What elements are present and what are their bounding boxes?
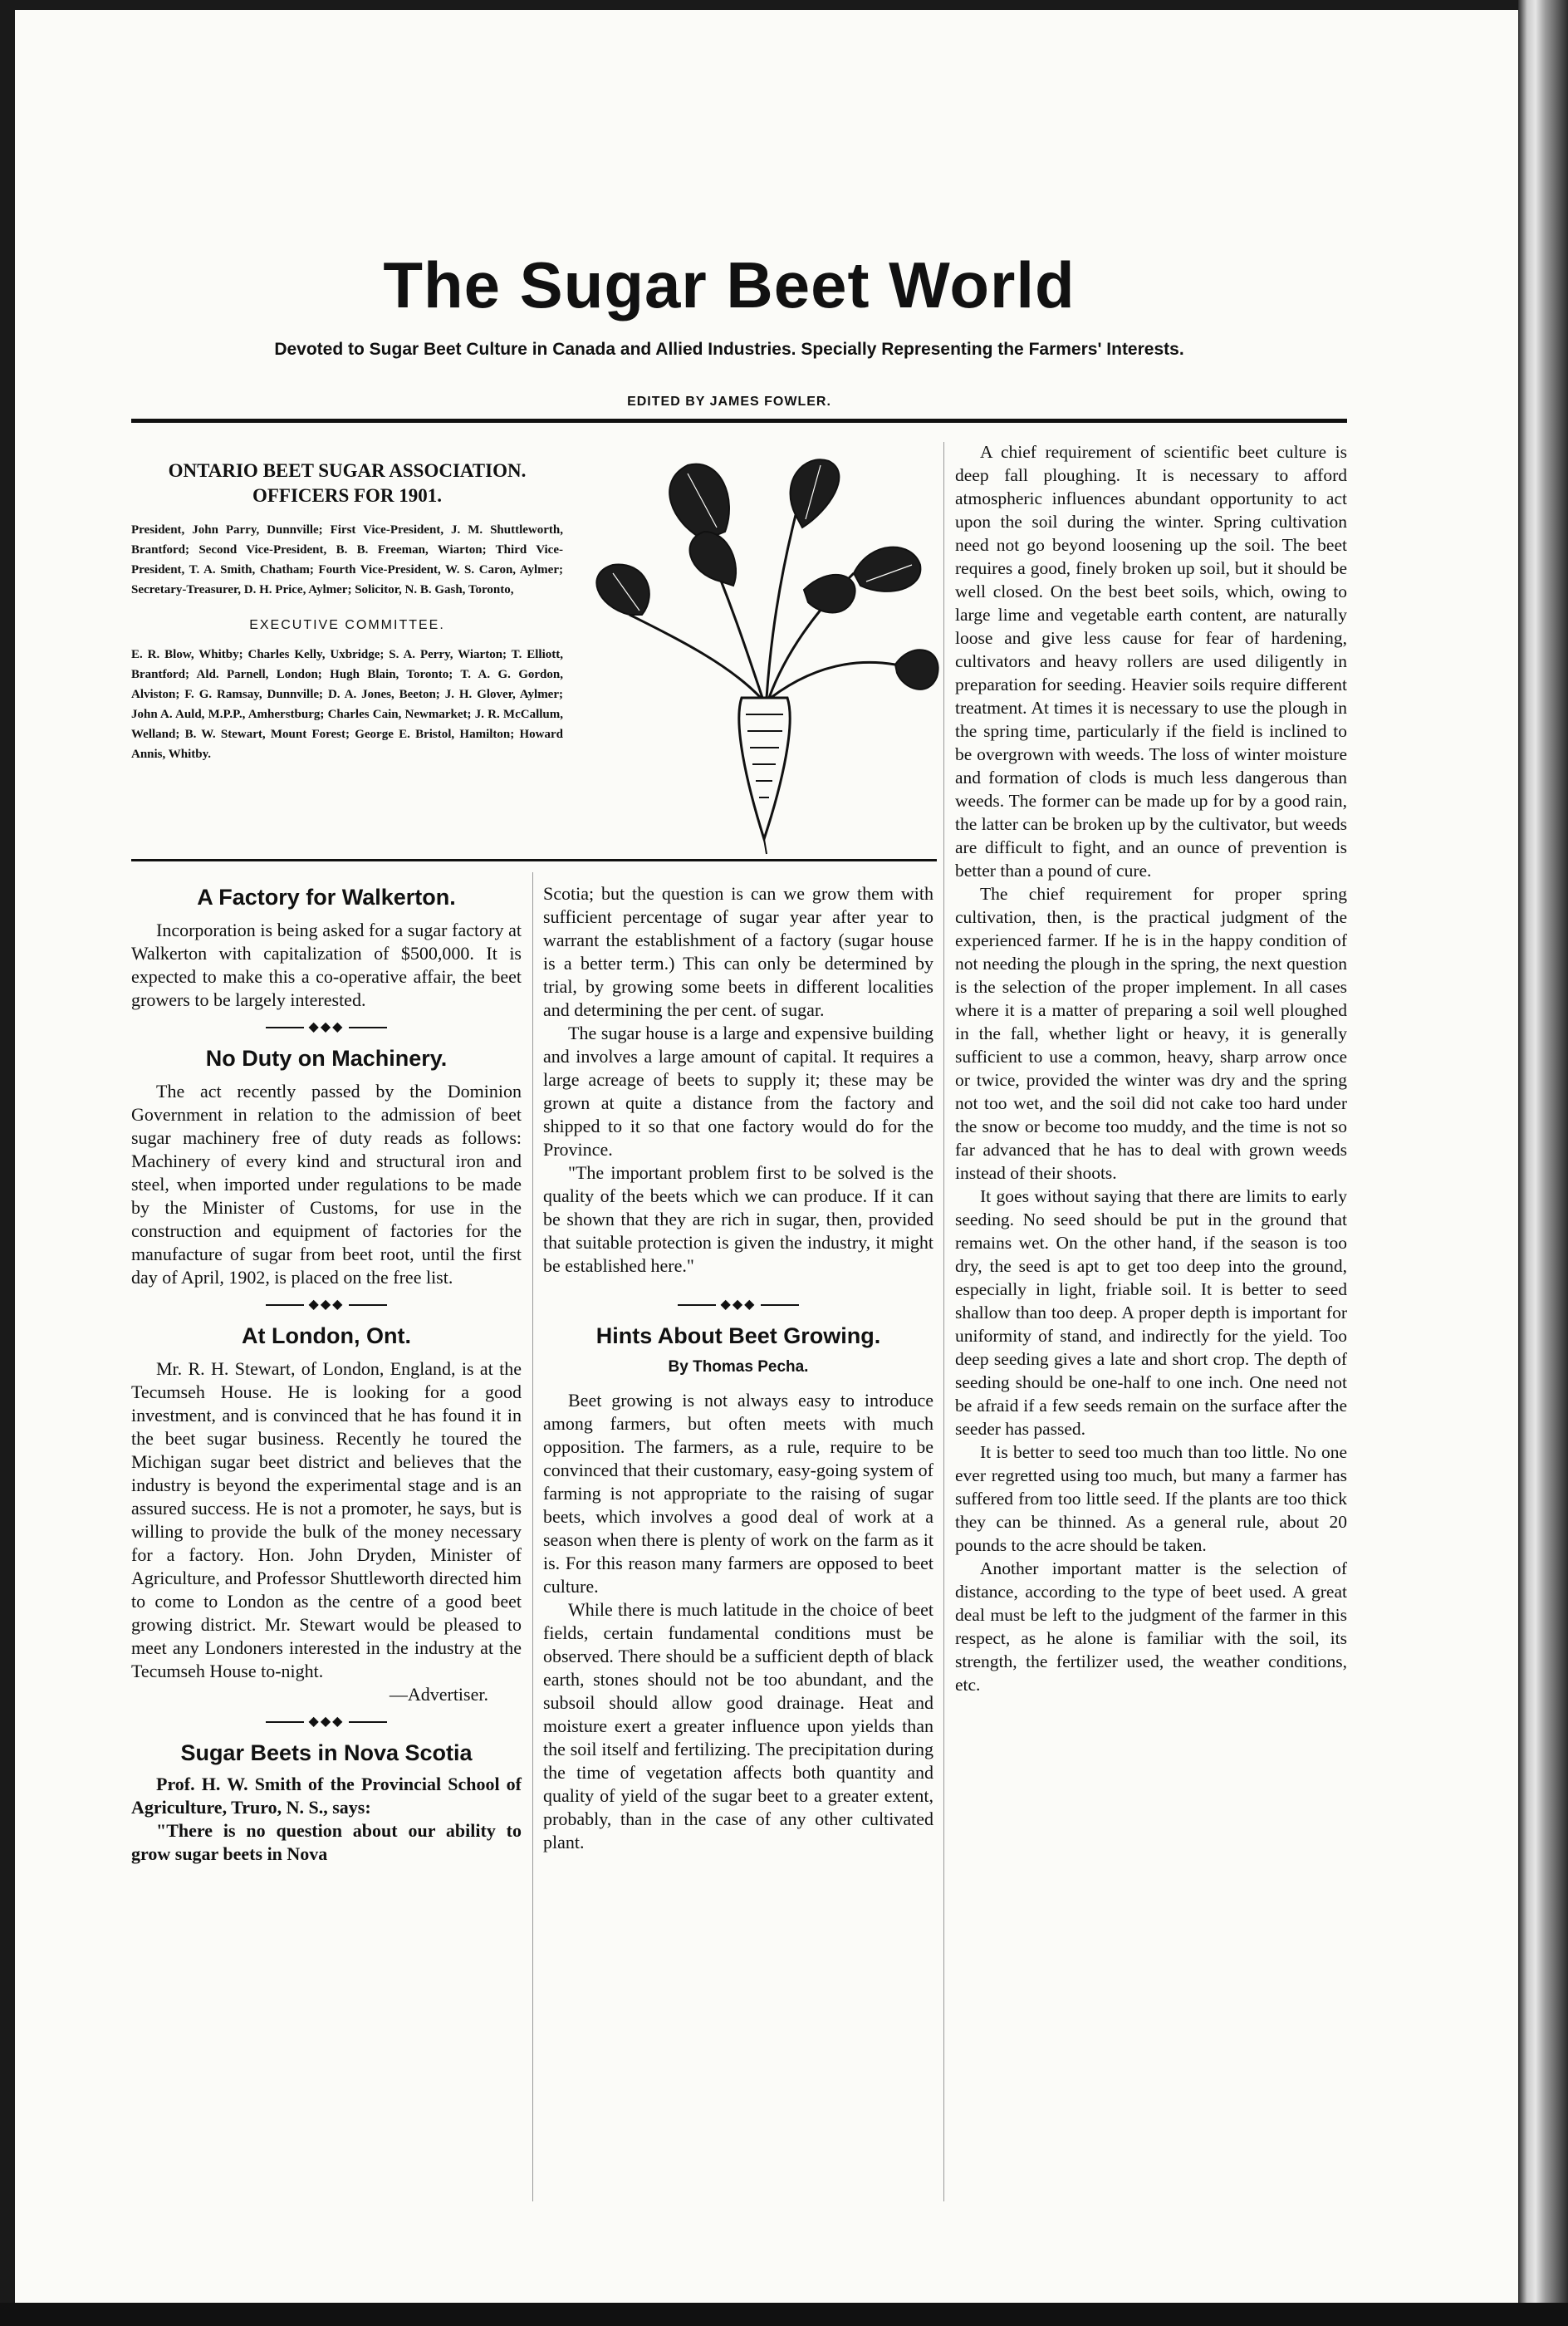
masthead-editor: EDITED BY JAMES FOWLER. bbox=[627, 395, 831, 409]
article-byline-hints: By Thomas Pecha. bbox=[668, 1358, 809, 1376]
association-title: ONTARIO BEET SUGAR ASSOCIATION. bbox=[168, 460, 527, 481]
masthead-subtitle: Devoted to Sugar Beet Culture in Canada and Allied Industries. Specially Representing the Farmers' Interests. bbox=[274, 340, 1184, 359]
article-separator: ◆◆◆ bbox=[131, 1018, 522, 1037]
column-2 bbox=[543, 882, 933, 1854]
article-separator: ◆◆◆ bbox=[131, 1296, 522, 1314]
association-box bbox=[131, 459, 563, 764]
article-separator: ◆◆◆ bbox=[543, 1296, 933, 1314]
sugar-beet-illustration bbox=[580, 449, 945, 856]
column-divider-2 bbox=[943, 442, 944, 2201]
section-rule bbox=[131, 859, 937, 861]
column-3 bbox=[955, 440, 1347, 1696]
association-officers: President, John Parry, Dunnville; First Vice-President, J. M. Shuttleworth, Brantford; Second Vice-President, B. B. Freeman, Wiarton; Third Vice-President, T. A. Smith, Chatham; Fourth Vice-President, W. S. Caron, Aylmer; Secretary-Treasurer, D. H. Price, Aylmer; Solicitor, N. B. Gash, Toronto, bbox=[131, 523, 563, 596]
hints-continued-1: A chief requirement of scientific beet culture is deep fall ploughing. It is necessary to afford atmospheric influences abundant opportunity to act upon the soil during the winter. Spring cultivation need not go beyond loosening up the soil. The beet requires a good, finely broken up soil, but it should be well closed. On the best beet soils, which, owing to large lime and vegetable earth content, are naturally loose and give less cause for fear of hardening, cultivators and heavy rollers are used diligently in preparation for seeding. Heavier soils require different treatment. At times it is necessary to use the plough in the spring time, particularly if the field is inclined to be overgrown with weeds. The loss of winter moisture and formation of clods is much less dangerous than weeds. The former can be made up for by a good rain, the latter can be broken up by the cultivator, but weeds are difficult to fight, and an ounce of prevention is better than a pound of cure. bbox=[955, 442, 1347, 881]
article-text-nova-scotia-quote: "There is no question about our ability to grow sugar beets in Nova bbox=[131, 1820, 522, 1864]
association-subtitle: OFFICERS FOR 1901. bbox=[252, 485, 443, 506]
article-title-nova-scotia: Sugar Beets in Nova Scotia bbox=[180, 1740, 473, 1765]
nova-scotia-continued-3: "The important problem first to be solved is the quality of the beets which we can produce. If it can be shown that they are rich in sugar, then, provided that suitable protection is given the industry, it might be established here." bbox=[543, 1162, 933, 1276]
article-title-london: At London, Ont. bbox=[242, 1323, 411, 1348]
article-source-advertiser: —Advertiser. bbox=[389, 1684, 488, 1705]
hints-continued-2: The chief requirement for proper spring cultivation, then, is the practical judgment of the experienced farmer. If he is in the happy condition of not needing the plough in the spring, the next question is the selection of the proper implement. In all cases where it is a matter of preparing a soil well ploughed in the fall, whether light or heavy, it is generally sufficient to use a common, heavy, sharp arrow once or twice, provided the winter was dry and the spring not too wet, and the soil did not cake too hard under the snow or become too muddy, and the time is not so far advanced that he has to deal with grown weeds instead of their shoots. bbox=[955, 884, 1347, 1183]
masthead-title: The Sugar Beet World bbox=[383, 248, 1076, 321]
article-text-hints-2: While there is much latitude in the choice of beet fields, certain fundamental conditions must be observed. There should be a sufficient depth of black earth, stones should not be too abundant, and the subsoil should allow good drainage. Heat and moisture exert a greater influence upon yields than the soil itself and fertilizing. The precipitation during the time of vegetation affects both quantity and quality of yield of the sugar beet to a greater extent, probably, than in the case of any other cultivated plant. bbox=[543, 1599, 933, 1852]
column-1 bbox=[131, 882, 522, 1866]
article-title-no-duty: No Duty on Machinery. bbox=[205, 1046, 448, 1071]
hints-continued-5: Another important matter is the selection of distance, according to the type of beet used. A great deal must be left to the judgment of the farmer in this respect, as he alone is familiar with the soil, its strength, the fertilizer used, the weather conditions, etc. bbox=[955, 1558, 1347, 1695]
article-title-hints: Hints About Beet Growing. bbox=[595, 1323, 881, 1348]
article-title-walkerton: A Factory for Walkerton. bbox=[197, 885, 456, 910]
executive-committee-title: EXECUTIVE COMMITTEE. bbox=[249, 618, 445, 632]
column-divider-1 bbox=[532, 872, 533, 2201]
nova-scotia-continued-2: The sugar house is a large and expensive building and involves a large amount of capital. It requires a large acreage of beets to supply it; these may be grown at quite a distance from the factory and shipped to it so that one factory would do for the Province. bbox=[543, 1023, 933, 1160]
masthead-rule bbox=[131, 419, 1347, 423]
binding-edge bbox=[1518, 0, 1568, 2326]
executive-committee-list: E. R. Blow, Whitby; Charles Kelly, Uxbridge; S. A. Perry, Wiarton; T. Elliott, Brantford; Ald. Parnell, London; Hugh Blain, Toronto; T. A. G. Gordon, Alviston; F. G. Ramsay, Dunnville; D. A. Jones, Beeton; J. H. Glover, Aylmer; John A. Auld, M.P.P., Amherstburg; Charles Cain, Newmarket; J. R. McCallum, Welland; B. W. Stewart, Mount Forest; George E. Bristol, Hamilton; Howard Annis, Whitby. bbox=[131, 648, 563, 761]
article-text-london: Mr. R. H. Stewart, of London, England, is at the Tecumseh House. He is looking for a good investment, and is convinced that he has found it in the beet sugar business. Recently he toured the Michigan sugar beet district and believes that the industry is beyond the experimental stage and is an assured success. He is not a promoter, he says, but is willing to provide the bulk of the money necessary for a factory. Hon. John Dryden, Minister of Agriculture, and Professor Shuttleworth directed him to come to London as the centre of a good beet growing district. Mr. Stewart would be pleased to meet any Londoners interested in the industry at the Tecumseh House to-night. bbox=[131, 1358, 522, 1681]
nova-scotia-continued-1: Scotia; but the question is can we grow them with sufficient percentage of sugar year after year to warrant the establishment of a factory (sugar house is a better term.) This can only be determined by trial, by growing some beets in different localities and determining the per cent. of sugar. bbox=[543, 883, 933, 1020]
article-text-nova-scotia-intro: Prof. H. W. Smith of the Provincial School of Agriculture, Truro, N. S., says: bbox=[131, 1774, 522, 1818]
article-text-no-duty: The act recently passed by the Dominion Government in relation to the admission of beet sugar machinery free of duty reads as follows: Machinery of every kind and structural iron and steel, when imported under regulations to be made by the Minister of Customs, for use in the construction and equipment of factories for the manufacture of sugar from beet root, until the first day of April, 1902, is placed on the free list. bbox=[131, 1081, 522, 1288]
article-text-hints-1: Beet growing is not always easy to introduce among farmers, but often meets with much opposition. The farmers, as a rule, require to be convinced that their customary, easy-going system of farming is not appropriate to the raising of sugar beets, which involves a good deal of work at a season when there is plenty of work on the farm as it is. For this reason many farmers are opposed to beet culture. bbox=[543, 1390, 933, 1597]
hints-continued-4: It is better to seed too much than too little. No one ever regretted using too much, but many a farmer has suffered from too little seed. If the plants are too thick they can be thinned. As a general rule, about 20 pounds to the acre should be taken. bbox=[955, 1442, 1347, 1555]
article-text-walkerton: Incorporation is being asked for a sugar factory at Walkerton with capitalization of $500,000. It is expected to make this a co-operative affair, the beet growers to be largely interested. bbox=[131, 920, 522, 1010]
newspaper-page bbox=[15, 10, 1518, 2303]
hints-continued-3: It goes without saying that there are limits to early seeding. No seed should be put in the ground that remains wet. On the other hand, if the season is too dry, the seed is apt to get too deep into the ground, especially in light, friable soil. It is better to seed shallow than too deep. A proper depth is important for uniformity of stand, and indirectly for the yield. Too deep seeding gives a late and short crop. The depth of seeding should be one-half to one inch. One need not be afraid if a few seeds remain on the surface after the seeder has passed. bbox=[955, 1186, 1347, 1439]
scan-bottom-edge bbox=[0, 2303, 1568, 2326]
article-separator: ◆◆◆ bbox=[131, 1713, 522, 1731]
